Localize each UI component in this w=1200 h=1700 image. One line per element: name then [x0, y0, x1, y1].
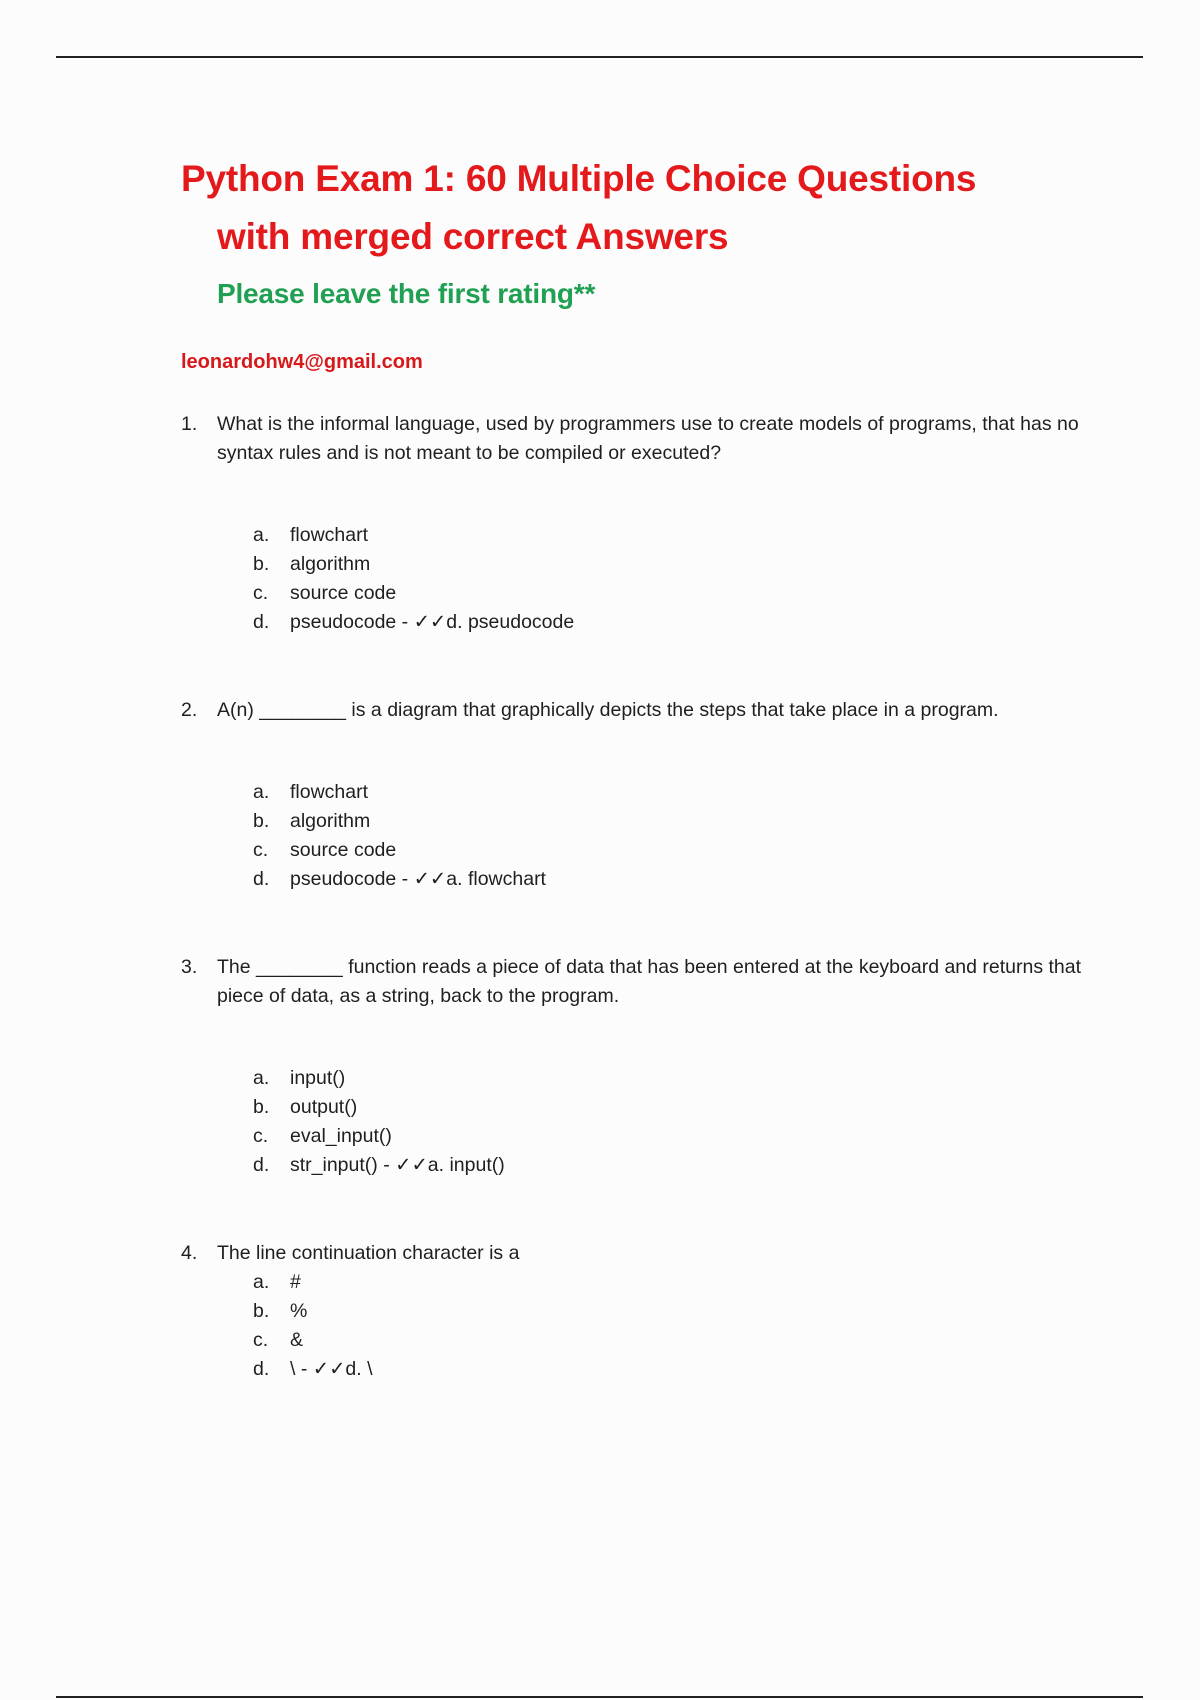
option-text: flowchart	[290, 781, 369, 803]
option-text: pseudocode - ✓✓d. pseudocode	[290, 611, 575, 633]
question-number: 4.	[181, 1242, 198, 1264]
option-c	[181, 1122, 1101, 1151]
option-letter: b.	[253, 553, 270, 575]
option-letter: d.	[253, 1154, 270, 1176]
option-text: flowchart	[290, 524, 369, 546]
question-number: 1.	[181, 413, 198, 435]
option-a	[181, 1064, 1101, 1093]
title-line-2: with merged correct Answers	[217, 216, 729, 257]
option-a	[181, 521, 1101, 550]
option-letter: d.	[253, 1358, 270, 1380]
option-list	[181, 1064, 1101, 1180]
question-number: 2.	[181, 699, 198, 721]
rating-request: Please leave the first rating**	[217, 278, 596, 309]
option-d	[181, 865, 1101, 894]
option-d	[181, 1355, 1101, 1384]
option-letter: c.	[253, 582, 269, 604]
question-2	[181, 696, 1101, 894]
option-c	[181, 1326, 1101, 1355]
option-letter: a.	[253, 781, 270, 803]
question-text: The line continuation character is a	[217, 1242, 520, 1264]
option-letter: d.	[253, 868, 270, 890]
option-b	[181, 1093, 1101, 1122]
option-text: algorithm	[290, 553, 371, 575]
option-text: &	[290, 1329, 304, 1351]
option-letter: b.	[253, 1300, 270, 1322]
option-letter: a.	[253, 1067, 270, 1089]
option-b	[181, 1297, 1101, 1326]
question-list	[181, 410, 1101, 1384]
option-letter: c.	[253, 1329, 269, 1351]
option-text: str_input() - ✓✓a. input()	[290, 1154, 505, 1176]
option-list	[181, 1268, 1101, 1384]
question-3	[181, 953, 1101, 1180]
option-text: pseudocode - ✓✓a. flowchart	[290, 868, 546, 890]
option-letter: d.	[253, 611, 270, 633]
option-text: \ - ✓✓d. \	[290, 1358, 373, 1380]
option-letter: b.	[253, 810, 270, 832]
option-text: input()	[290, 1067, 346, 1089]
question-text: The ________ function reads a piece of data that has been entered at the keyboard and returns that piece of data, as a string, back to the program.	[217, 956, 1082, 1007]
question-text: What is the informal language, used by programmers use to create models of programs, that has no syntax rules and is not meant to be compiled or executed?	[217, 413, 1079, 464]
option-text: source code	[290, 582, 397, 604]
contact-email: leonardohw4@gmail.com	[181, 351, 423, 373]
option-text: %	[290, 1300, 308, 1322]
document-body	[181, 150, 1101, 1384]
title-line-1: Python Exam 1: 60 Multiple Choice Questions	[181, 158, 977, 199]
option-text: output()	[290, 1096, 358, 1118]
option-text: algorithm	[290, 810, 371, 832]
bottom-rule	[56, 1696, 1143, 1698]
option-d	[181, 1151, 1101, 1180]
option-letter: c.	[253, 839, 269, 861]
option-text: source code	[290, 839, 397, 861]
question-text: A(n) ________ is a diagram that graphically depicts the steps that take place in a program.	[217, 699, 999, 721]
option-text: #	[290, 1271, 301, 1293]
option-letter: a.	[253, 1271, 270, 1293]
option-list	[181, 521, 1101, 637]
option-c	[181, 836, 1101, 865]
option-a	[181, 1268, 1101, 1297]
option-b	[181, 550, 1101, 579]
option-letter: b.	[253, 1096, 270, 1118]
option-c	[181, 579, 1101, 608]
option-a	[181, 778, 1101, 807]
page-title	[181, 150, 1101, 266]
question-4	[181, 1239, 1101, 1384]
top-rule	[56, 56, 1143, 58]
option-d	[181, 608, 1101, 637]
question-1	[181, 410, 1101, 637]
option-letter: c.	[253, 1125, 269, 1147]
option-b	[181, 807, 1101, 836]
option-letter: a.	[253, 524, 270, 546]
option-list	[181, 778, 1101, 894]
question-number: 3.	[181, 956, 198, 978]
option-text: eval_input()	[290, 1125, 392, 1147]
